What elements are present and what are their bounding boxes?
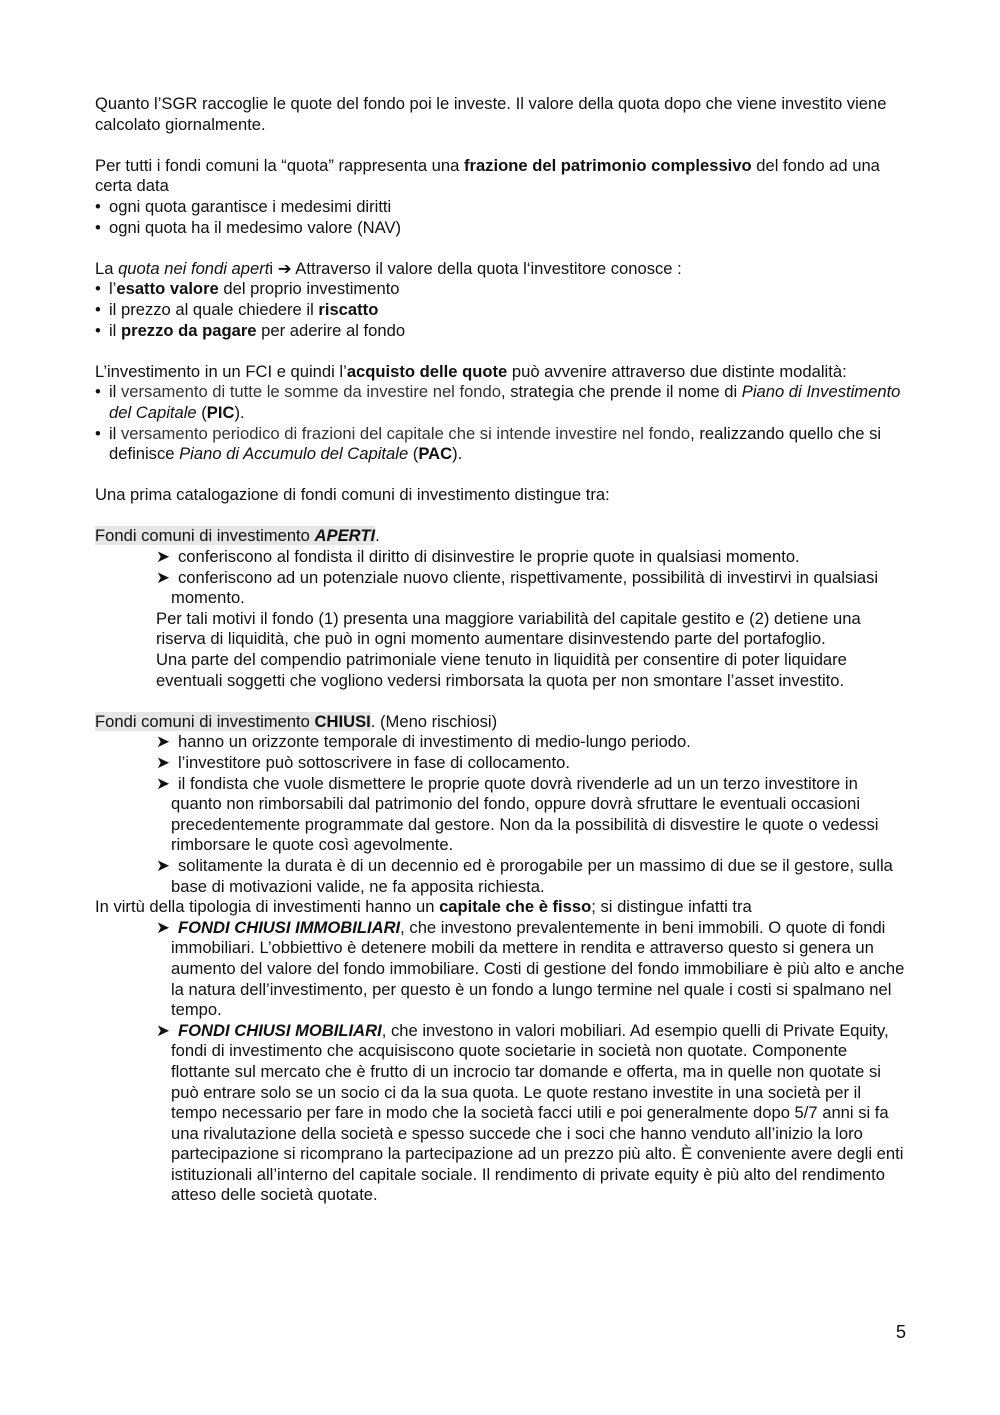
arrow-bullet-icon: ➤ bbox=[156, 732, 170, 752]
bullet-icon: • bbox=[95, 423, 101, 443]
bullet-text: ogni quota ha il medesimo valore (NAV) bbox=[109, 217, 402, 237]
paragraph-investimento bbox=[95, 362, 910, 383]
arrow-bullet-icon: ➤ bbox=[156, 917, 170, 937]
bullet-item bbox=[95, 218, 910, 239]
arrow-item-text: , che investono prevalentemente in beni immobili. O quote di fondi immobiliari. L’obbiettivo è detenere mobili da mettere in rendita e attraverso questo si genera un aumento del valore del fondo immobiliare. Costi di gestione del fondo immobiliare è più alto e anche la natura dell’investimento, per questo è un fondo a lungo termine nel quale i costi si spalmano nel tempo. bbox=[171, 917, 905, 1020]
arrow-item-immobiliari bbox=[156, 918, 910, 1021]
light-text: versamento di tutte le somme da investire nel fondo bbox=[120, 382, 501, 402]
bold-text: prezzo da pagare bbox=[120, 320, 257, 340]
bullet-item bbox=[95, 321, 910, 342]
spacer bbox=[95, 238, 910, 259]
highlighted-heading bbox=[95, 712, 371, 731]
text: . bbox=[375, 526, 380, 546]
spacer bbox=[95, 135, 910, 156]
arrow-item bbox=[156, 856, 910, 897]
arrow-item bbox=[156, 774, 910, 856]
paragraph-quota bbox=[95, 156, 910, 197]
bold-text: riscatto bbox=[318, 299, 379, 319]
arrow-item-text: , che investono in valori mobiliari. Ad esempio quelli di Private Equity, fondi di investimento che acquisiscono quote societarie in società non quotate. Componente flottante sul mercato che è frutto di un incrocio tar domande e offerta, ma in quelle non quotate si può entrare solo se un socio ci da la sua quota. Le quote restano investite in una società per il tempo necessario per fare in modo che la società facci utili e poi generalmente dopo 5/7 anni si fa una rivalutazione della società e spesso succede che i soci che hanno venduto all’inizio la loro partecipazione si ricomprano la partecipazione ad un prezzo più alto. È conveniente avere degli enti istituzionali all’interno del capitale sociale. Il rendimento di private equity è più alto del rendimento atteso delle società quotate. bbox=[171, 1020, 904, 1205]
text: ). bbox=[452, 444, 463, 464]
heading-fondi-chiusi bbox=[95, 712, 910, 733]
bullet-icon: • bbox=[95, 217, 101, 237]
bullet-item bbox=[95, 279, 910, 300]
text: In virtù della tipologia di investimenti hanno un bbox=[95, 897, 440, 917]
text: il prezzo al quale chiedere il bbox=[109, 299, 319, 319]
bold-text: PIC bbox=[206, 402, 235, 422]
text: l’ bbox=[109, 279, 117, 299]
arrow-item-text: il fondista che vuole dismettere le proprie quote dovrà rivenderle ad un un terzo investitore in quanto non rimborsabili dal patrimonio del fondo, oppure dovrà sfruttare le eventuali occasioni precedentemente programmate dal gestore. Non da la possibilità di disvestire le quote o vedessi rimborsare le quote così agevolmente. bbox=[171, 773, 879, 855]
text: ; si distingue infatti tra bbox=[591, 897, 752, 917]
text: , realizzando quello che si definisce bbox=[109, 423, 882, 464]
arrow-item-text: hanno un orizzonte temporale di investimento di medio-lungo periodo. bbox=[178, 732, 691, 752]
arrow-item-mobiliari bbox=[156, 1021, 910, 1206]
text: per aderire al fondo bbox=[256, 320, 406, 340]
bold-italic-text: FONDI CHIUSI MOBILIARI bbox=[178, 1020, 382, 1040]
paragraph-sgr: Quanto l’SGR raccoglie le quote del fondo poi le investe. Il valore della quota dopo che viene investito viene calcolato giornalmente. bbox=[95, 94, 887, 134]
bold-text: capitale che è fisso bbox=[439, 897, 592, 917]
arrow-item-text: solitamente la durata è di un decennio ed è prorogabile per un massimo di due se il gestore, sulla base di motivazioni valide, ne fa apposita richiesta. bbox=[171, 855, 893, 896]
text: Fondi comuni di investimento bbox=[95, 526, 315, 546]
bold-text: acquisto delle quote bbox=[346, 361, 508, 381]
arrow-item bbox=[156, 547, 910, 568]
bullet-text: ogni quota garantisce i medesimi diritti bbox=[109, 196, 392, 216]
bullet-icon: • bbox=[95, 382, 101, 402]
text: può avvenire attraverso due distinte modalità: bbox=[507, 361, 847, 381]
light-text: versamento periodico di frazioni del capitale che si intende investire nel fondo bbox=[120, 423, 691, 443]
text: ( bbox=[408, 444, 419, 464]
bullet-icon: • bbox=[95, 196, 101, 216]
bold-italic-text: APERTI bbox=[314, 526, 376, 546]
spacer bbox=[95, 691, 910, 712]
paragraph-catalogazione: Una prima catalogazione di fondi comuni di investimento distingue tra: bbox=[95, 485, 610, 505]
arrow-bullet-icon: ➤ bbox=[156, 547, 170, 567]
bold-italic-text: FONDI CHIUSI IMMOBILIARI bbox=[178, 917, 401, 937]
bullet-icon: • bbox=[95, 320, 101, 340]
arrow-item bbox=[156, 732, 910, 753]
arrow-bullet-icon: ➤ bbox=[156, 1020, 170, 1040]
page-number: 5 bbox=[895, 1322, 906, 1342]
text: il bbox=[109, 320, 121, 340]
text: ). bbox=[234, 402, 245, 422]
arrow-bullet-icon: ➤ bbox=[156, 753, 170, 772]
text: . (Meno rischiosi) bbox=[370, 711, 498, 731]
arrow-item-text: l’investitore può sottoscrivere in fase di collocamento. bbox=[178, 753, 570, 772]
italic-text: Piano di Accumulo del Capitale bbox=[179, 444, 409, 464]
paragraph-capitale-fisso bbox=[95, 897, 910, 918]
arrow-bullet-icon: ➤ bbox=[156, 773, 170, 793]
bold-text: CHIUSI bbox=[314, 711, 371, 731]
paragraph-quota-aperti bbox=[95, 259, 910, 280]
italic-text: quota nei fondi apert bbox=[118, 258, 270, 278]
arrow-item bbox=[156, 753, 910, 774]
bullet-icon: • bbox=[95, 279, 101, 299]
arrow-bullet-icon: ➤ bbox=[156, 855, 170, 875]
text: del fondo ad una certa data bbox=[95, 155, 880, 196]
text: La bbox=[95, 258, 119, 278]
document-page bbox=[95, 94, 910, 1206]
bullet-item-pac bbox=[95, 424, 910, 465]
text: , strategia che prende il nome di bbox=[501, 382, 742, 402]
spacer bbox=[95, 341, 910, 362]
bullet-item bbox=[95, 197, 910, 218]
paragraph-compendio: Una parte del compendio patrimoniale viene tenuto in liquidità per consentire di poter liquidare eventuali soggetti che vogliono vedersi rimborsata la quota per non smontare l’asset investito. bbox=[156, 650, 847, 690]
text: il bbox=[109, 423, 121, 443]
text: ( bbox=[196, 402, 207, 422]
arrow-item-text: conferiscono ad un potenziale nuovo cliente, rispettivamente, possibilità di investirvi in qualsiasi momento. bbox=[171, 567, 879, 608]
heading-fondi-aperti bbox=[95, 526, 910, 547]
text: del proprio investimento bbox=[218, 279, 400, 299]
text: Per tutti i fondi comuni la “quota” rappresenta una bbox=[95, 155, 464, 175]
bullet-icon: • bbox=[95, 299, 101, 319]
arrow-bullet-icon: ➤ bbox=[156, 567, 170, 587]
bold-text: frazione del patrimonio complessivo bbox=[463, 155, 752, 175]
text: i ➔ Attraverso il valore della quota l‘investitore conosce : bbox=[269, 258, 682, 278]
bold-text: PAC bbox=[418, 444, 453, 464]
spacer bbox=[95, 465, 910, 486]
highlighted-heading bbox=[95, 526, 375, 545]
spacer bbox=[95, 506, 910, 527]
text: il bbox=[109, 382, 121, 402]
arrow-item bbox=[156, 568, 910, 609]
paragraph-motivi: Per tali motivi il fondo (1) presenta una maggiore variabilità del capitale gestito e (2) detiene una riserva di liquidità, che può in ogni momento aumentare disinvestendo parte del portafoglio. bbox=[156, 608, 861, 649]
bullet-item-pic bbox=[95, 382, 910, 423]
italic-text: Piano di Investimento del Capitale bbox=[109, 382, 901, 422]
text: L’investimento in un FCI e quindi l’ bbox=[95, 361, 347, 381]
arrow-item-text: conferiscono al fondista il diritto di disinvestire le proprie quote in qualsiasi momento. bbox=[178, 547, 800, 567]
bold-text: esatto valore bbox=[116, 279, 219, 299]
text: Fondi comuni di investimento bbox=[95, 711, 315, 731]
bullet-item bbox=[95, 300, 910, 321]
